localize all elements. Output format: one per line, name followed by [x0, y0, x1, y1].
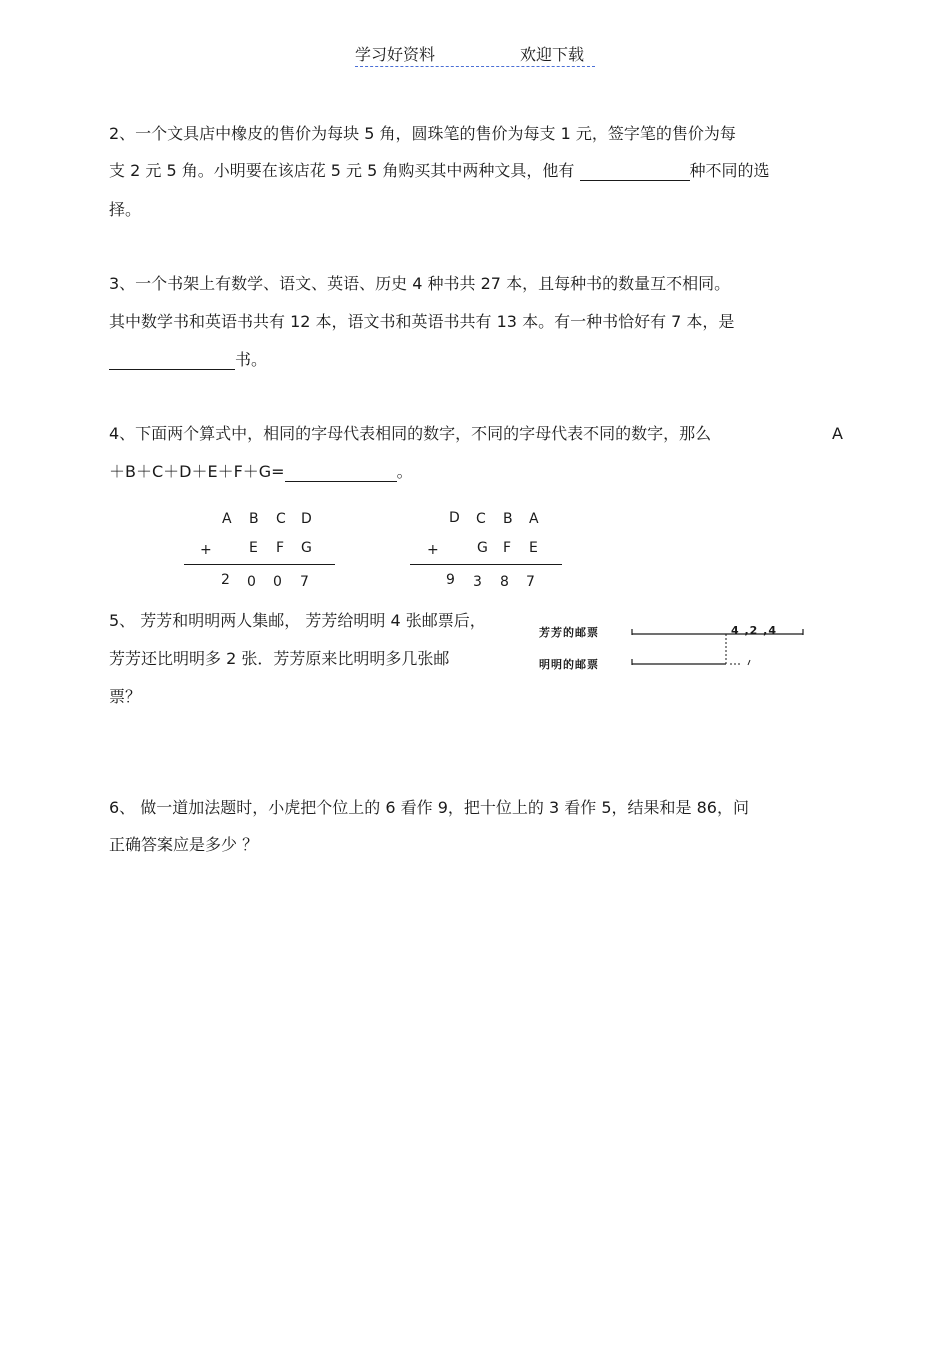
- q4-line-1: 4、下面两个算式中，相同的字母代表相同的数字，不同的字母代表不同的数字，那么: [109, 424, 712, 443]
- eq2-top-4: A: [529, 511, 539, 527]
- eq2-bot-3: 8: [500, 574, 509, 590]
- eq1-top-3: C: [276, 511, 286, 527]
- q3-line-3-end: 书。: [235, 350, 268, 369]
- q6-line-1: 6、 做一道加法题时，小虎把个位上的 6 看作 9，把十位上的 3 看作 5，结果和是 86，问: [109, 798, 749, 817]
- q2-line-2-end: 种不同的选: [689, 161, 770, 180]
- eq2-mid-2: F: [503, 540, 512, 556]
- eq1-mid-1: E: [249, 540, 258, 556]
- eq1-top-1: A: [222, 511, 232, 527]
- q2-line-2-text: 支 2 元 5 角。小明要在该店花 5 元 5 角购买其中两种文具，他有: [109, 161, 580, 180]
- q2-line-3: 择。: [109, 200, 142, 219]
- q3-answer-blank[interactable]: [109, 353, 235, 370]
- q6-line-2: 正确答案应是多少 ？: [109, 835, 259, 854]
- q3-line-2: 其中数学书和英语书共有 12 本，语文书和英语书共有 13 本。有一种书恰好有 7 本，是: [109, 312, 735, 331]
- eq1-top-2: B: [249, 511, 259, 527]
- eq1-sum-line: [184, 564, 335, 565]
- eq2-top-1: D: [449, 510, 460, 526]
- header-right-text: 欢迎下载: [520, 45, 585, 64]
- eq2-bot-4: 7: [526, 574, 535, 590]
- eq1-bot-4: 7: [300, 574, 309, 590]
- eq1-top-4: D: [301, 511, 312, 527]
- eq2-top-3: B: [503, 511, 513, 527]
- q4-line-2-text: ＋B＋C＋D＋E＋F＋G=: [109, 462, 285, 481]
- q5-line-3: 票？: [109, 687, 142, 706]
- q5-line-1: 5、 芳芳和明明两人集邮， 芳芳给明明 4 张邮票后，: [109, 611, 486, 630]
- q2-line-2: [109, 161, 770, 181]
- eq1-bot-3: 0: [273, 574, 282, 590]
- q2-line-1: 2、一个文具店中橡皮的售价为每块 5 角，圆珠笔的售价为每支 1 元，签字笔的售价为每: [109, 124, 736, 143]
- eq2-sum-line: [410, 564, 562, 565]
- q4-line-1-end: A: [832, 424, 843, 443]
- header-left-text: 学习好资料: [355, 45, 436, 64]
- eq1-bot-1: 2: [221, 572, 230, 588]
- diagram-label-mingming: 明明的邮票: [539, 658, 599, 671]
- eq2-bot-1: 9: [446, 572, 455, 588]
- q5-line-2: 芳芳还比明明多 2 张．芳芳原来比明明多几张邮: [109, 649, 450, 668]
- eq2-mid-1: G: [477, 540, 488, 556]
- eq2-plus-sign: +: [427, 542, 439, 558]
- eq1-plus-sign: +: [200, 542, 212, 558]
- page-header: [355, 42, 595, 67]
- q3-line-1: 3、一个书架上有数学、语文、英语、历史 4 种书共 27 本，且每种书的数量互不相同。: [109, 274, 731, 293]
- eq1-bot-2: 0: [247, 574, 256, 590]
- diagram-label-fangfang: 芳芳的邮票: [539, 626, 599, 639]
- q2-answer-blank[interactable]: [580, 164, 690, 181]
- diagram-marks: 4 ,2 ,4: [731, 624, 777, 637]
- q3-line-3: [109, 350, 267, 370]
- stamp-bar-diagram: [628, 618, 813, 670]
- q4-line-2-end: 。: [396, 462, 413, 481]
- q4-line-2: [109, 462, 413, 482]
- eq2-bot-2: 3: [473, 574, 482, 590]
- eq1-mid-3: G: [301, 540, 312, 556]
- eq2-mid-3: E: [529, 540, 538, 556]
- eq1-mid-2: F: [276, 540, 285, 556]
- q4-answer-blank[interactable]: [285, 465, 397, 482]
- eq2-top-2: C: [476, 511, 486, 527]
